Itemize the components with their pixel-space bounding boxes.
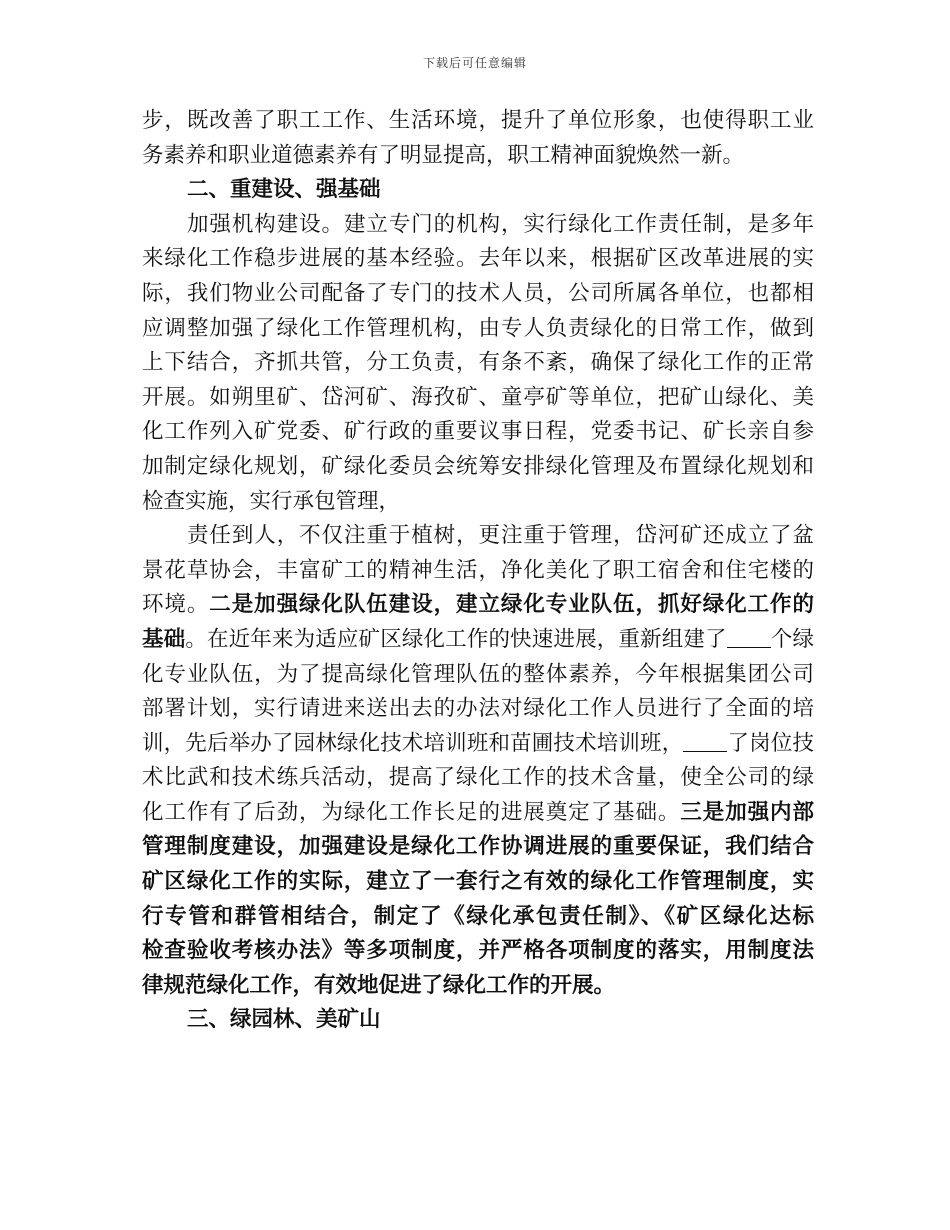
paragraph-line: 矿区绿化工作的实际，建立了一套行之有效的绿化工作管理制度，实	[142, 869, 814, 895]
text-run: 了岗位技	[727, 730, 814, 756]
paragraph-line: 检查实施，实行承包管理，	[142, 488, 401, 514]
text-run: 个绿	[770, 626, 814, 652]
bold-text-run: 二是加强绿化队伍建设，建立绿化专业队伍，抓好绿化工作的	[209, 592, 814, 618]
bold-text-run: 基础	[142, 626, 186, 652]
paragraph-line: 上下结合，齐抓共管，分工负责，有条不紊，确保了绿化工作的正常	[142, 350, 814, 376]
text-run: 环境。	[142, 592, 210, 618]
paragraph-line: 律规范绿化工作，有效地促进了绿化工作的开展。	[142, 972, 616, 998]
paragraph-line: 际，我们物业公司配备了专门的技术人员，公司所属各单位，也都相	[142, 280, 814, 306]
paragraph-line: 景花草协会，丰富矿工的精神生活，净化美化了职工宿舍和住宅楼的	[142, 557, 814, 583]
section-heading: 二、重建设、强基础	[187, 177, 381, 203]
fill-in-blank	[683, 731, 727, 752]
paragraph-line: 加制定绿化规划，矿绿化委员会统筹安排绿化管理及布置绿化规划和	[142, 453, 814, 479]
paragraph-line: 行专管和群管相结合，制定了《绿化承包责任制》、《矿区绿化达标	[142, 903, 814, 929]
paragraph-line: 步，既改善了职工工作、生活环境，提升了单位形象，也使得职工业	[142, 108, 814, 133]
paragraph-line	[142, 727, 814, 762]
text-run: 。在近年来为适应矿区绿化工作的快速进展，重新组建了	[185, 626, 727, 652]
paragraph-line: 化专业队伍，为了提高绿化管理队伍的整体素养，今年根据集团公司	[142, 661, 814, 687]
paragraph-line: 部署计划，实行请进来送出去的办法对绿化工作人员进行了全面的培	[142, 696, 814, 722]
paragraph-line: 管理制度建设，加强建设是绿化工作协调进展的重要保证，我们结合	[142, 834, 814, 860]
paragraph-line: 责任到人，不仅注重于植树，更注重于管理，岱河矿还成立了盆	[187, 523, 814, 549]
paragraph-line: 术比武和技术练兵活动，提高了绿化工作的技术含量，使全公司的绿	[142, 765, 814, 791]
paragraph-line: 应调整加强了绿化工作管理机构，由专人负责绿化的日常工作，做到	[142, 315, 814, 341]
bold-text-run: 三是加强内部	[680, 799, 814, 825]
text-run: 化工作有了后劲，为绿化工作长足的进展奠定了基础。	[142, 799, 681, 825]
paragraph-line	[142, 588, 814, 623]
text-run: 训，先后举办了园林绿化技术培训班和苗圃技术培训班，	[142, 730, 684, 756]
paragraph-line: 来绿化工作稳步进展的基本经验。去年以来，根据矿区改革进展的实	[142, 246, 814, 272]
paragraph-line	[142, 796, 814, 831]
document-body	[142, 104, 814, 1038]
paragraph-line: 务素养和职业道德素养有了明显提高，职工精神面貌焕然一新。	[142, 142, 745, 168]
paragraph-line: 检查验收考核办法》等多项制度，并严格各项制度的落实，用制度法	[142, 938, 814, 964]
paragraph-line: 化工作列入矿党委、矿行政的重要议事日程，党委书记、矿长亲自参	[142, 419, 814, 445]
paragraph-line	[142, 623, 814, 658]
paragraph-line: 加强机构建设。建立专门的机构，实行绿化工作责任制，是多年	[187, 211, 814, 237]
page-header: 下载后可任意编辑	[422, 56, 527, 70]
section-heading: 三、绿园林、美矿山	[187, 1007, 381, 1033]
fill-in-blank	[727, 627, 771, 648]
paragraph-line: 开展。如朔里矿、岱河矿、海孜矿、童亭矿等单位，把矿山绿化、美	[142, 384, 814, 410]
